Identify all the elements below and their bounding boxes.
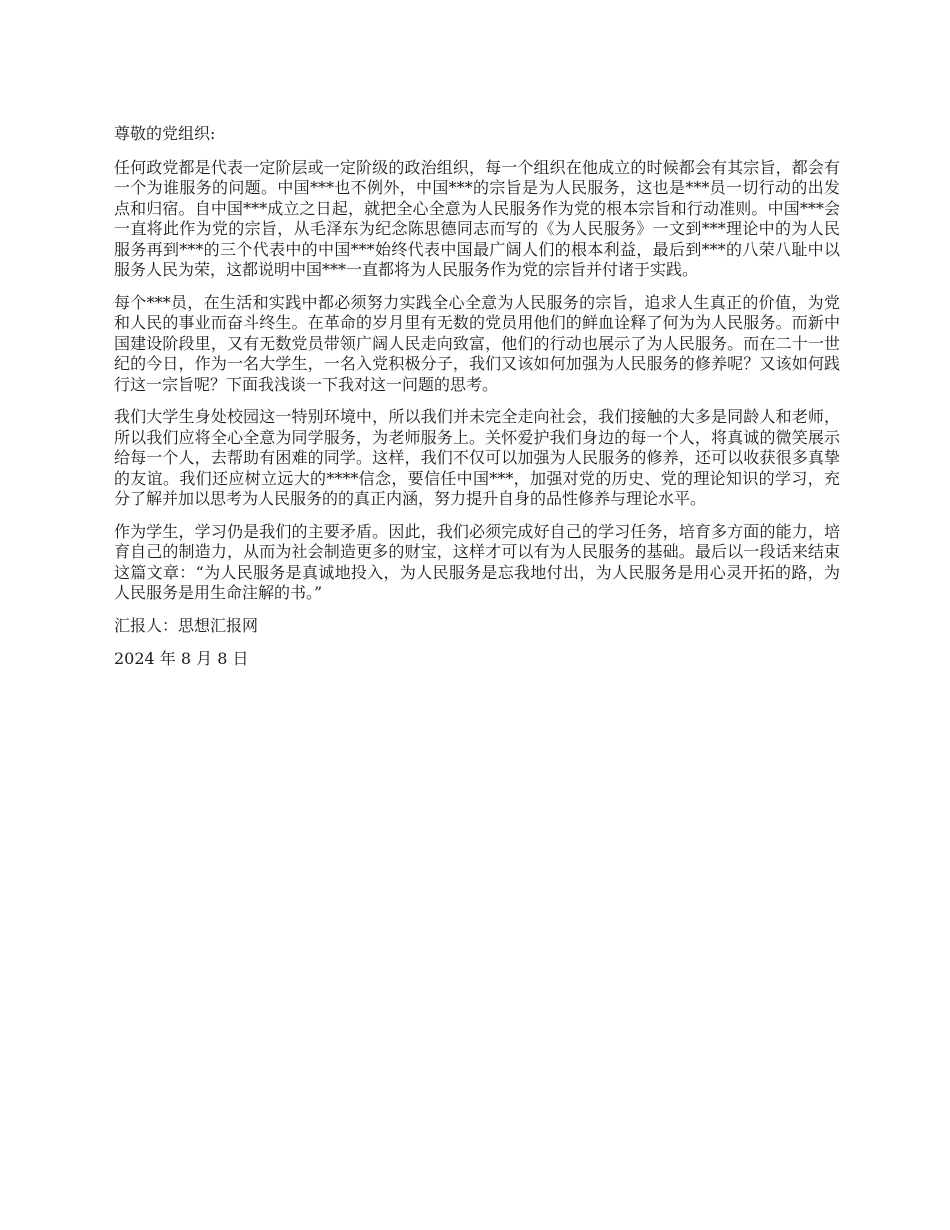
signature: 汇报人：思想汇报网: [114, 615, 259, 635]
document-page: [114, 124, 840, 682]
salutation: 尊敬的党组织:: [114, 124, 216, 143]
date: 2024 年 8 月 8 日: [114, 649, 249, 668]
body-paragraph-3: 我们大学生身处校园这一特别环境中，所以我们并未完全走向社会，我们接触的大多是同龄人和老师，所以我们应将全心全意为同学服务，为老师服务上。关怀爱护我们身边的每一个人，将真诚的微笑展示给每一个人，去帮助有困难的同学。这样，我们不仅可以加强为人民服务的修养，还可以收获很多真挚的友谊。我们还应树立远大的****信念，要信任中国***，加强对党的历史、党的理论知识的学习，充分了解并加以思考为人民服务的的真正内涵，努力提升自身的品性修养与理论水平。: [114, 407, 840, 508]
body-paragraph-4: 作为学生，学习仍是我们的主要矛盾。因此，我们必须完成好自己的学习任务，培育多方面的能力，培育自己的制造力，从而为社会制造更多的财宝，这样才可以有为人民服务的基础。最后以一段话来结束这篇文章：“为人民服务是真诚地投入，为人民服务是忘我地付出，为人民服务是用心灵开拓的路，为人民服务是用生命注解的书。”: [114, 521, 840, 602]
body-paragraph-2: 每个***员，在生活和实践中都必须努力实践全心全意为人民服务的宗旨，追求人生真正的价值，为党和人民的事业而奋斗终生。在革命的岁月里有无数的党员用他们的鲜血诠释了何为为人民服务。而新中国建设阶段里，又有无数党员带领广阔人民走向致富，他们的行动也展示了为人民服务。而在二十一世纪的今日，作为一名大学生，一名入党积极分子，我们又该如何加强为人民服务的修养呢？又该如何践行这一宗旨呢？下面我浅谈一下我对这一问题的思考。: [114, 292, 840, 394]
body-paragraph-1: 任何政党都是代表一定阶层或一定阶级的政治组织，每一个组织在他成立的时候都会有其宗旨，都会有一个为谁服务的问题。中国***也不例外，中国***的宗旨是为人民服务，这也是***员一切行动的出发点和归宿。自中国***成立之日起，就把全心全意为人民服务作为党的根本宗旨和行动准则。中国***会一直将此作为党的宗旨，从毛泽东为纪念陈思德同志而写的《为人民服务》一文到***理论中的为人民服务再到***的三个代表中的中国***始终代表中国最广阔人们的根本利益，最后到***的八荣八耻中以服务人民为荣，这都说明中国***一直都将为人民服务作为党的宗旨并付诸于实践。: [114, 157, 840, 279]
